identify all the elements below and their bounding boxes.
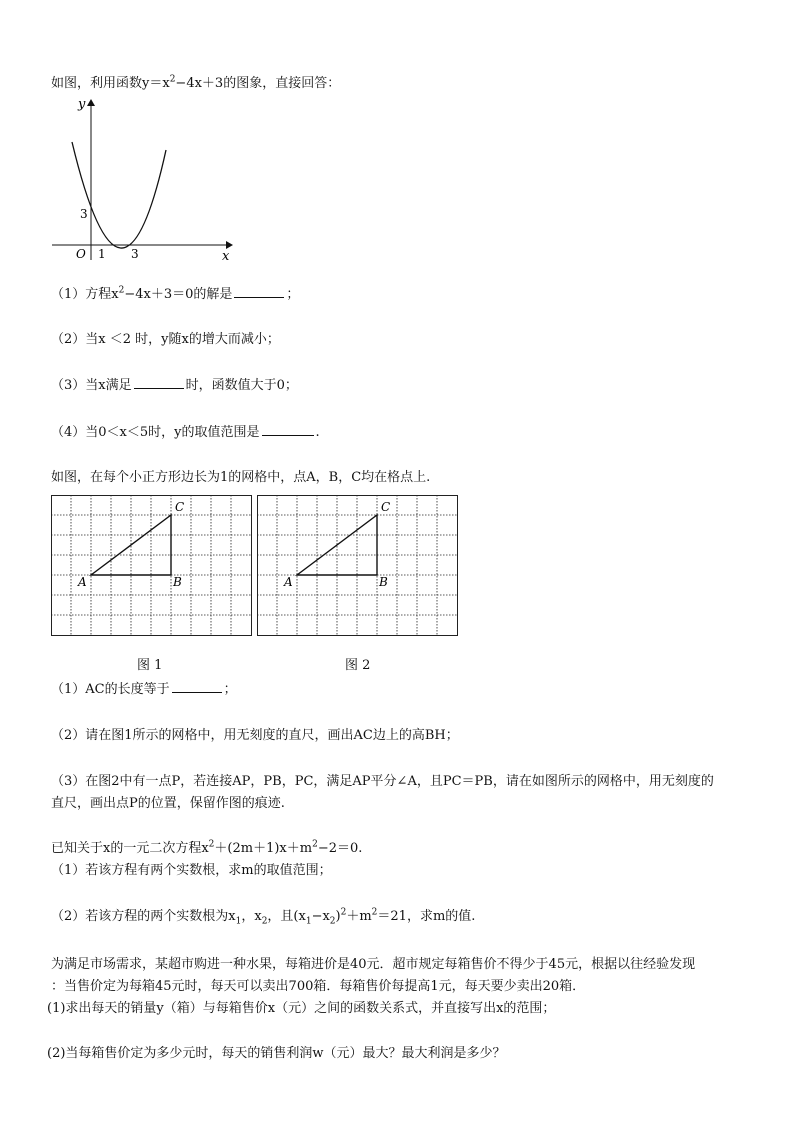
q1-part3-text-2: 时，函数值大于0； [185, 378, 298, 393]
q3-part2-end: ＝21，求m的值. [377, 909, 476, 924]
origin-label: O [76, 247, 86, 261]
q1-part4-end: . [315, 425, 320, 440]
q1-part3-text: （3）当x满足 [51, 378, 132, 393]
q1-part1 [51, 285, 299, 304]
x-axis-label: x [222, 249, 230, 264]
point-a-label: A [284, 575, 293, 589]
point-c-label: C [381, 500, 391, 514]
q4-line2: ：当售价定为每箱45元时，每天可以卖出700箱．每箱售价每提高1元，每天要少卖出20箱． [51, 979, 586, 994]
q3-intro [51, 840, 362, 858]
q4-part2: (2)当每箱售价定为多少元时，每天的销售利润w（元）最大？最大利润是多少？ [47, 1046, 506, 1061]
q4-line1: 为满足市场需求，某超市购进一种水果，每箱进价是40元．超市规定每箱售价不得少于45元，根据以往经验发现 [51, 957, 696, 972]
answer-blank[interactable] [172, 680, 222, 693]
answer-blank[interactable] [262, 423, 314, 436]
q1-part1-end: ； [286, 287, 300, 302]
q3-part2-mid: ，x [241, 909, 262, 924]
q3-sub: 2 [329, 916, 336, 927]
q3-intro-sup: 2 [208, 839, 215, 850]
q1-part1-text: （1）方程x [51, 287, 119, 302]
answer-blank[interactable] [134, 376, 184, 389]
q3-part2-mid: ，且(x [267, 909, 306, 924]
grid-border-2 [258, 496, 458, 636]
q3-sub: 1 [235, 916, 242, 927]
grid-border-1 [52, 496, 252, 636]
q3-intro-sup-2: 2 [312, 839, 318, 850]
q3-part2 [51, 908, 475, 926]
triangle-abc-1 [91, 515, 171, 575]
q2-part3-line2: 直尺，画出点P的位置，保留作图的痕迹. [51, 796, 285, 811]
parabola-graph [48, 92, 238, 264]
q2-part2: （2）请在图1所示的网格中，用无刻度的直尺，画出AC边上的高BH； [51, 728, 459, 743]
q1-intro-text-2: −4x＋3的图象，直接回答： [175, 76, 341, 91]
grid-lines-2 [257, 495, 457, 635]
point-b-label: B [379, 575, 388, 589]
q1-intro-text: 如图，利用函数y＝x [51, 76, 170, 91]
grid-figure-1 [51, 495, 252, 636]
tick-y-3: 3 [80, 207, 88, 221]
q3-part2-mid: ) [335, 909, 341, 924]
triangle-abc-2 [297, 515, 377, 575]
q2-part1-end: ； [223, 682, 237, 697]
q2-intro: 如图，在每个小正方形边长为1的网格中，点A，B，C均在格点上. [51, 470, 431, 485]
point-b-label: B [173, 575, 182, 589]
tick-x-3: 3 [131, 247, 139, 261]
q2-part1-text: （1）AC的长度等于 [51, 682, 170, 697]
q3-sup: 2 [371, 907, 378, 918]
q2-part1 [51, 680, 237, 699]
q1-part1-sup: 2 [118, 285, 125, 296]
q1-part2: （2）当x ＜2 时，y随x的增大而减小； [51, 332, 280, 347]
q3-sub: 2 [261, 916, 268, 927]
q2-part3-line1: （3）在图2中有一点P，若连接AP，PB，PC，满足AP平分∠A，且PC＝PB，请在如图所示的网格中，用无刻度的 [51, 774, 714, 789]
q1-part4 [51, 423, 320, 442]
grid-lines-1 [51, 495, 251, 635]
point-c-label: C [175, 500, 185, 514]
q3-intro-end: −2＝0. [317, 841, 363, 856]
q3-sup: 2 [340, 907, 347, 918]
q3-intro-text: 已知关于x的一元二次方程x [51, 841, 209, 856]
tick-x-1: 1 [98, 247, 106, 261]
grid-figure-2 [257, 495, 458, 636]
q1-part1-text-2: −4x＋3＝0的解是 [124, 287, 233, 302]
q1-part3 [51, 376, 298, 395]
q1-intro [51, 75, 340, 93]
q3-sub: 1 [305, 916, 312, 927]
q3-part1: （1）若该方程有两个实数根，求m的取值范围； [51, 863, 332, 878]
q1-part4-text: （4）当0＜x＜5时，y的取值范围是 [51, 425, 260, 440]
point-a-label: A [78, 575, 87, 589]
q3-intro-mid: ＋(2m＋1)x＋m [214, 841, 313, 856]
q3-part2-text: （2）若该方程的两个实数根为x [51, 909, 236, 924]
q3-part2-mid: ＋m [346, 909, 372, 924]
figure-1-caption: 图 1 [137, 658, 163, 673]
parabola-curve [72, 142, 166, 248]
y-axis-label: y [78, 97, 86, 112]
q1-intro-sup: 2 [169, 74, 176, 85]
answer-blank[interactable] [234, 285, 284, 298]
q4-part1: (1)求出每天的销量y（箱）与每箱售价x（元）之间的函数关系式，并直接写出x的范围； [47, 1001, 556, 1016]
figure-2-caption: 图 2 [345, 658, 371, 673]
q3-part2-mid: −x [311, 909, 330, 924]
